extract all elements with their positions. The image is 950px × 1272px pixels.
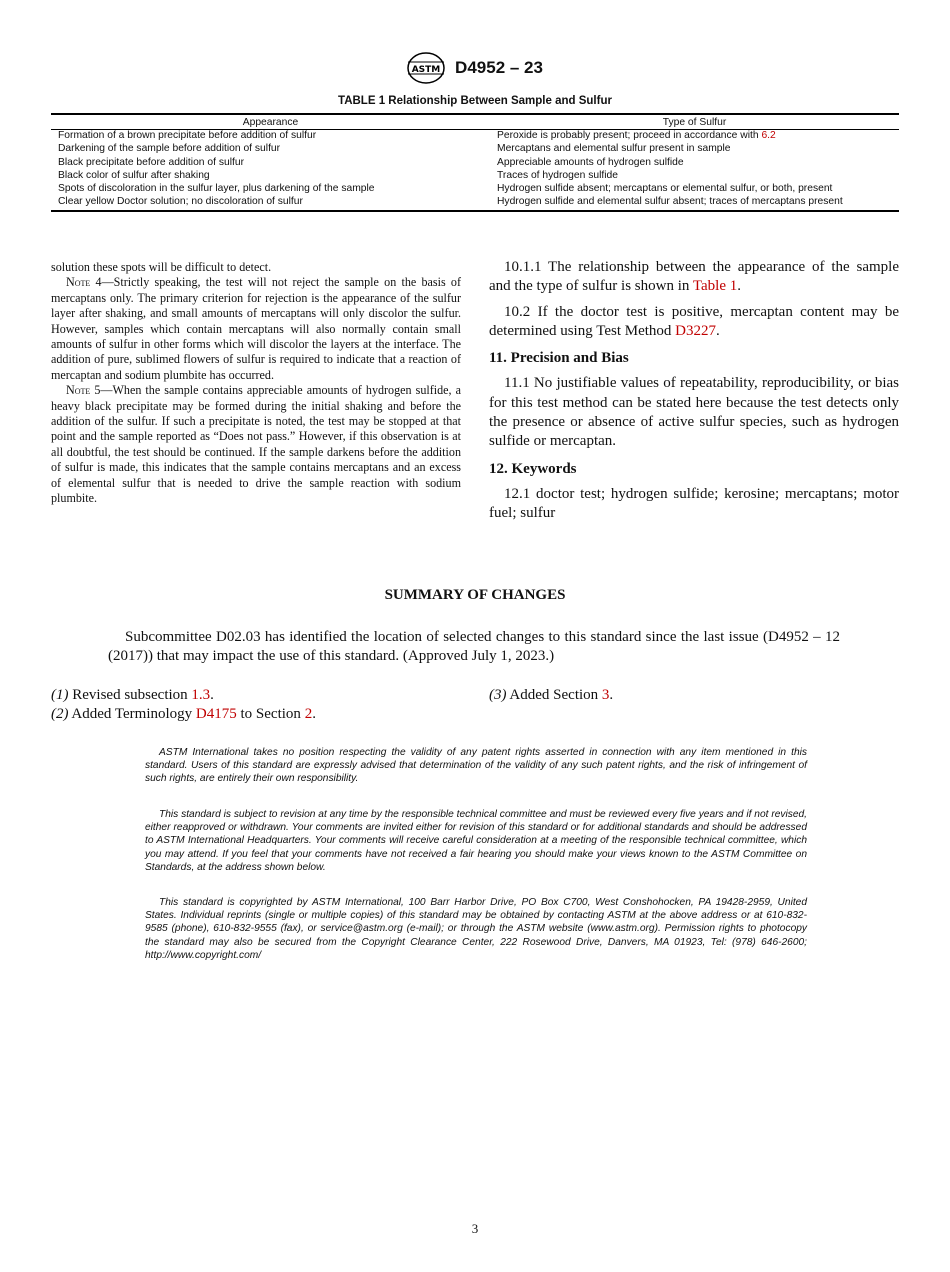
legal-notice-revision: This standard is subject to revision at any time by the responsible technical committee and must be reviewed every five years and if not revised, either reapproved or withdrawn. Your comments are invited either for revision of this standard or for additional standards and should be addressed to ASTM International Headquarters. Your comments will receive careful consideration at a meeting of the responsible technical committee, which you may attend. If you feel that your comments have not received a fair hearing you should make your views known to the ASTM Committee on Standards, at the address shown below. xyxy=(145,809,807,873)
paragraph-12-1: 12.1 doctor test; hydrogen sulfide; kerosine; mercaptans; motor fuel; sulfur xyxy=(489,485,899,522)
change-number: (1) xyxy=(51,687,69,703)
column-header-appearance: Appearance xyxy=(242,117,299,128)
paragraph-10-2: 10.2 If the doctor test is positive, mercaptan content may be determined using Test Method D3227. xyxy=(489,303,899,339)
change-number: (2) xyxy=(51,706,69,722)
table-row xyxy=(51,157,899,170)
section-heading-keywords: 12. Keywords xyxy=(489,460,577,477)
summary-title: SUMMARY OF CHANGES xyxy=(384,587,566,603)
change-text-tail: to Section xyxy=(236,706,305,722)
change-item: (1) Revised subsection 1.3. xyxy=(51,687,214,703)
svg-text:ASTM: ASTM xyxy=(411,65,441,75)
change-text: Added Section xyxy=(506,687,602,703)
change-text: Revised subsection xyxy=(68,687,192,703)
legal-notice-patent: ASTM International takes no position respecting the validity of any patent rights asserted in connection with any item mentioned in this standard. Users of this standard are expressly advised that determination of the validity of any such patent rights, and the risk of infringement of such rights, are entirely their own responsibility. xyxy=(145,747,807,785)
paragraph-10-1-1: 10.1.1 The relationship between the appearance of the sample and the type of sulfur is shown in Table 1. xyxy=(489,259,899,295)
note-text: 4—Strictly speaking, the test will not reject the sample on the basis of mercaptans only. The primary criterion for rejection is the appearance of the sulfur layer after shaking, and small amounts of mercaptans will only discolor the sulfur. However, samples which contain mercaptans will also normally contain small amounts of sulfur in other forms which will discolor the layers at the interface. The addition of pure, sublimed flowers of sulfur is required to indicate that a reaction of mercaptan and sodium plumbite has occurred. xyxy=(51,275,461,382)
appearance-cell: Spots of discoloration in the sulfur layer, plus darkening of the sample xyxy=(58,183,375,195)
continuation-text: solution these spots will be difficult to detect. xyxy=(51,260,272,274)
note-5 xyxy=(51,383,461,506)
page-number: 3 xyxy=(471,1221,479,1236)
d4175-link[interactable]: D4175 xyxy=(195,706,237,722)
d3227-link[interactable]: D3227 xyxy=(675,322,716,339)
type-cell: Appreciable amounts of hydrogen sulfide xyxy=(497,156,684,168)
table-row xyxy=(51,170,899,183)
change-number: (3) xyxy=(489,687,507,703)
note-label: Note xyxy=(66,383,91,398)
change-text: Added Terminology xyxy=(68,706,196,722)
section-3-link[interactable]: 3 xyxy=(601,687,610,703)
table-row xyxy=(51,130,899,144)
left-column xyxy=(51,260,461,507)
table-header-row xyxy=(51,114,899,130)
type-cell xyxy=(490,130,899,144)
appearance-cell: Black precipitate before addition of sulfur xyxy=(58,156,245,168)
section-2-link[interactable]: 2 xyxy=(304,706,313,722)
paragraph-text: 10.1.1 The relationship between the appearance of the sample and the type of sulfur is shown in xyxy=(489,259,899,295)
summary-intro: Subcommittee D02.03 has identified the location of selected changes to this standard since the last issue (D4952 – 12 (2017)) that may impact the use of this standard. (Approved July 1, 2023.) xyxy=(108,629,840,665)
appearance-cell: Black color of sulfur after shaking xyxy=(58,169,210,181)
paragraph-text: 10.2 If the doctor test is positive, mercaptan content may be determined using Test Method xyxy=(489,303,899,339)
change-item: (2) Added Terminology D4175 to Section 2. xyxy=(51,706,316,722)
note-text: 5—When the sample contains appreciable amounts of hydrogen sulfide, a heavy black precipitate may be formed during the initial shaking and before the addition of the sulfur. If such a precipitate is noted, the test may be stopped at that point and the sample reported as “Does not pass.” However, if this observation is at all doubtful, the test should be continued. If the sample darkens before the addition of sulfur is made, this indicates that the sample contains mercaptans and an excess of elemental sulfur that is needed to drive the sample reaction with sodium plumbite. xyxy=(51,383,461,506)
right-column xyxy=(489,258,899,530)
table-title: TABLE 1 Relationship Between Sample and Sulfur xyxy=(338,95,612,107)
appearance-cell: Clear yellow Doctor solution; no discoloration of sulfur xyxy=(58,196,303,208)
table-row xyxy=(51,183,899,196)
page-header xyxy=(0,52,950,84)
change-item: (3) Added Section 3. xyxy=(489,687,614,703)
type-cell: Hydrogen sulfide absent; mercaptans or elemental sulfur, or both, present xyxy=(497,183,833,195)
section-heading-precision-bias: 11. Precision and Bias xyxy=(489,350,629,367)
section-link-6-2[interactable]: 6.2 xyxy=(761,130,776,141)
type-cell: Traces of hydrogen sulfide xyxy=(497,169,618,181)
sample-sulfur-table xyxy=(51,113,899,212)
table-row xyxy=(51,196,899,210)
column-header-type-of-sulfur: Type of Sulfur xyxy=(662,117,727,128)
appearance-cell: Darkening of the sample before addition of sulfur xyxy=(58,143,281,155)
paragraph-11-1: 11.1 No justifiable values of repeatability, reproducibility, or bias for this test method can be stated here because the test detects only the presence or absence of active sulfur species, such as hydrogen sulfide or mercaptan. xyxy=(489,375,899,450)
note-4 xyxy=(51,275,461,383)
note-label: Note xyxy=(66,275,91,290)
legal-notice-copyright: This standard is copyrighted by ASTM International, 100 Barr Harbor Drive, PO Box C700, West Conshohocken, PA 19428-2959, United States. Individual reprints (single or multiple copies) of this standard may be obtained by contacting ASTM at the above address or at 610-832-9585 (phone), 610-832-9555 (fax), or service@astm.org (e-mail); or through the ASTM website (www.astm.org). Permission rights to photocopy the standard may also be secured from the Copyright Clearance Center, 222 Rosewood Drive, Danvers, MA 01923, Tel: (978) 646-2600; http://www.copyright.com/ xyxy=(145,897,807,961)
type-text: Peroxide is probably present; proceed in accordance with xyxy=(497,130,762,141)
type-cell: Mercaptans and elemental sulfur present in sample xyxy=(497,143,731,155)
table-1-link[interactable]: Table 1 xyxy=(692,278,738,295)
subsection-1-3-link[interactable]: 1.3 xyxy=(191,687,211,703)
table-row xyxy=(51,143,899,156)
type-cell: Hydrogen sulfide and elemental sulfur absent; traces of mercaptans present xyxy=(497,196,843,208)
astm-logo xyxy=(407,52,445,84)
appearance-cell: Formation of a brown precipitate before addition of sulfur xyxy=(58,130,317,141)
standard-designation: D4952 – 23 xyxy=(455,58,543,77)
